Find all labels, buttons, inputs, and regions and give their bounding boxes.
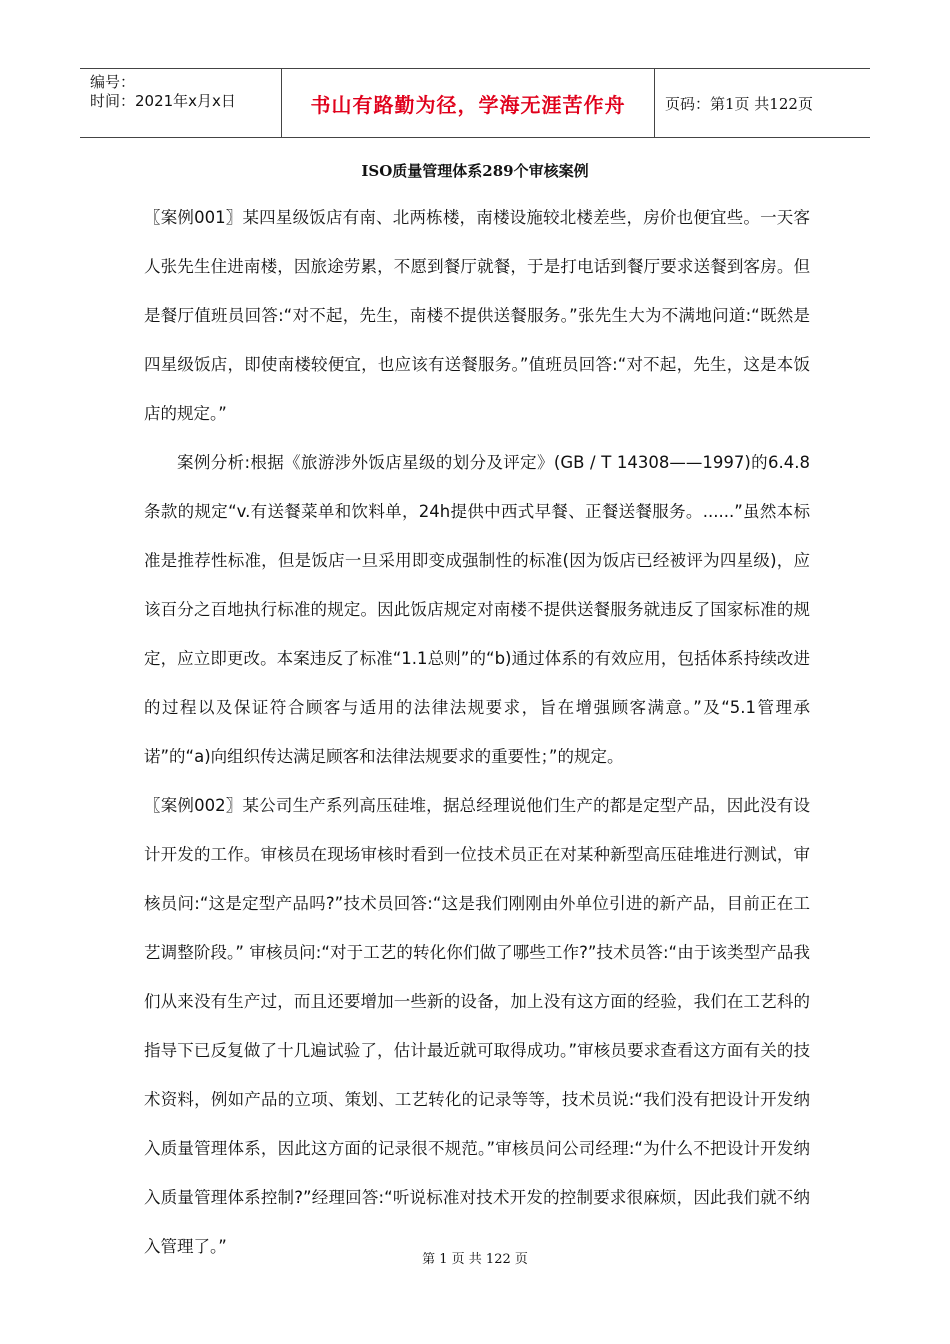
- header-meta: [80, 69, 282, 137]
- header-page-info: 页码：第1页 共122页: [665, 94, 813, 113]
- date-label: 时间：2021年x月x日: [90, 92, 236, 110]
- paragraph-case-001: 〖案例001〗某四星级饭店有南、北两栋楼，南楼设施较北楼差些，房价也便宜些。一天客人张先生住进南楼，因旅途劳累，不愿到餐厅就餐，于是打电话到餐厅要求送餐到客房。但是餐厅值班员回答:“对不起，先生，南楼不提供送餐服务。”张先生大为不满地问道:“既然是四星级饭店，即使南楼较便宜，也应该有送餐服务。”值班员回答:“对不起，先生，这是本饭店的规定。”: [144, 208, 810, 423]
- paragraph-case-001-analysis: 案例分析:根据《旅游涉外饭店星级的划分及评定》(GB / T 14308——1997)的6.4.8条款的规定“v.有送餐菜单和饮料单，24h提供中西式早餐、正餐送餐服务。......”虽然本标准是推荐性标准，但是饭店一旦采用即变成强制性的标准(因为饭店已经被评为四星级)，应该百分之百地执行标准的规定。因此饭店规定对南楼不提供送餐服务就违反了国家标准的规定，应立即更改。本案违反了标准“1.1总则”的“b)通过体系的有效应用，包括体系持续改进的过程以及保证符合顾客与适用的法律法规要求，旨在增强顾客满意。”及“5.1管理承诺”的“a)向组织传达满足顾客和法律法规要求的重要性；”的规定。: [144, 453, 810, 766]
- document-title: ISO质量管理体系289个审核案例: [361, 162, 589, 180]
- code-label: 编号：: [90, 73, 136, 91]
- paragraph-case-002: 〖案例002〗某公司生产系列高压硅堆，据总经理说他们生产的都是定型产品，因此没有设计开发的工作。审核员在现场审核时看到一位技术员正在对某种新型高压硅堆进行测试，审核员问:“这是定型产品吗?”技术员回答:“这是我们刚刚由外单位引进的新产品，目前正在工艺调整阶段。” 审核员问:“对于工艺的转化你们做了哪些工作?”技术员答:“由于该类型产品我们从来没有生产过，而且还要增加一些新的设备，加上没有这方面的经验，我们在工艺科的指导下已反复做了十几遍试验了，估计最近就可取得成功。”审核员要求查看这方面有关的技术资料，例如产品的立项、策划、工艺转化的记录等等，技术员说:“我们没有把设计开发纳入质量管理体系，因此这方面的记录很不规范。”审核员问公司经理:“为什么不把设计开发纳入质量管理体系控制?”经理回答:“听说标准对技术开发的控制要求很麻烦，因此我们就不纳入管理了。”: [144, 796, 810, 1256]
- page-header: [80, 68, 870, 138]
- document-body: [144, 193, 810, 1271]
- header-motto: 书山有路勤为径，学海无涯苦作舟: [282, 69, 655, 137]
- page-footer: 第 1 页 共 122 页: [422, 1252, 528, 1267]
